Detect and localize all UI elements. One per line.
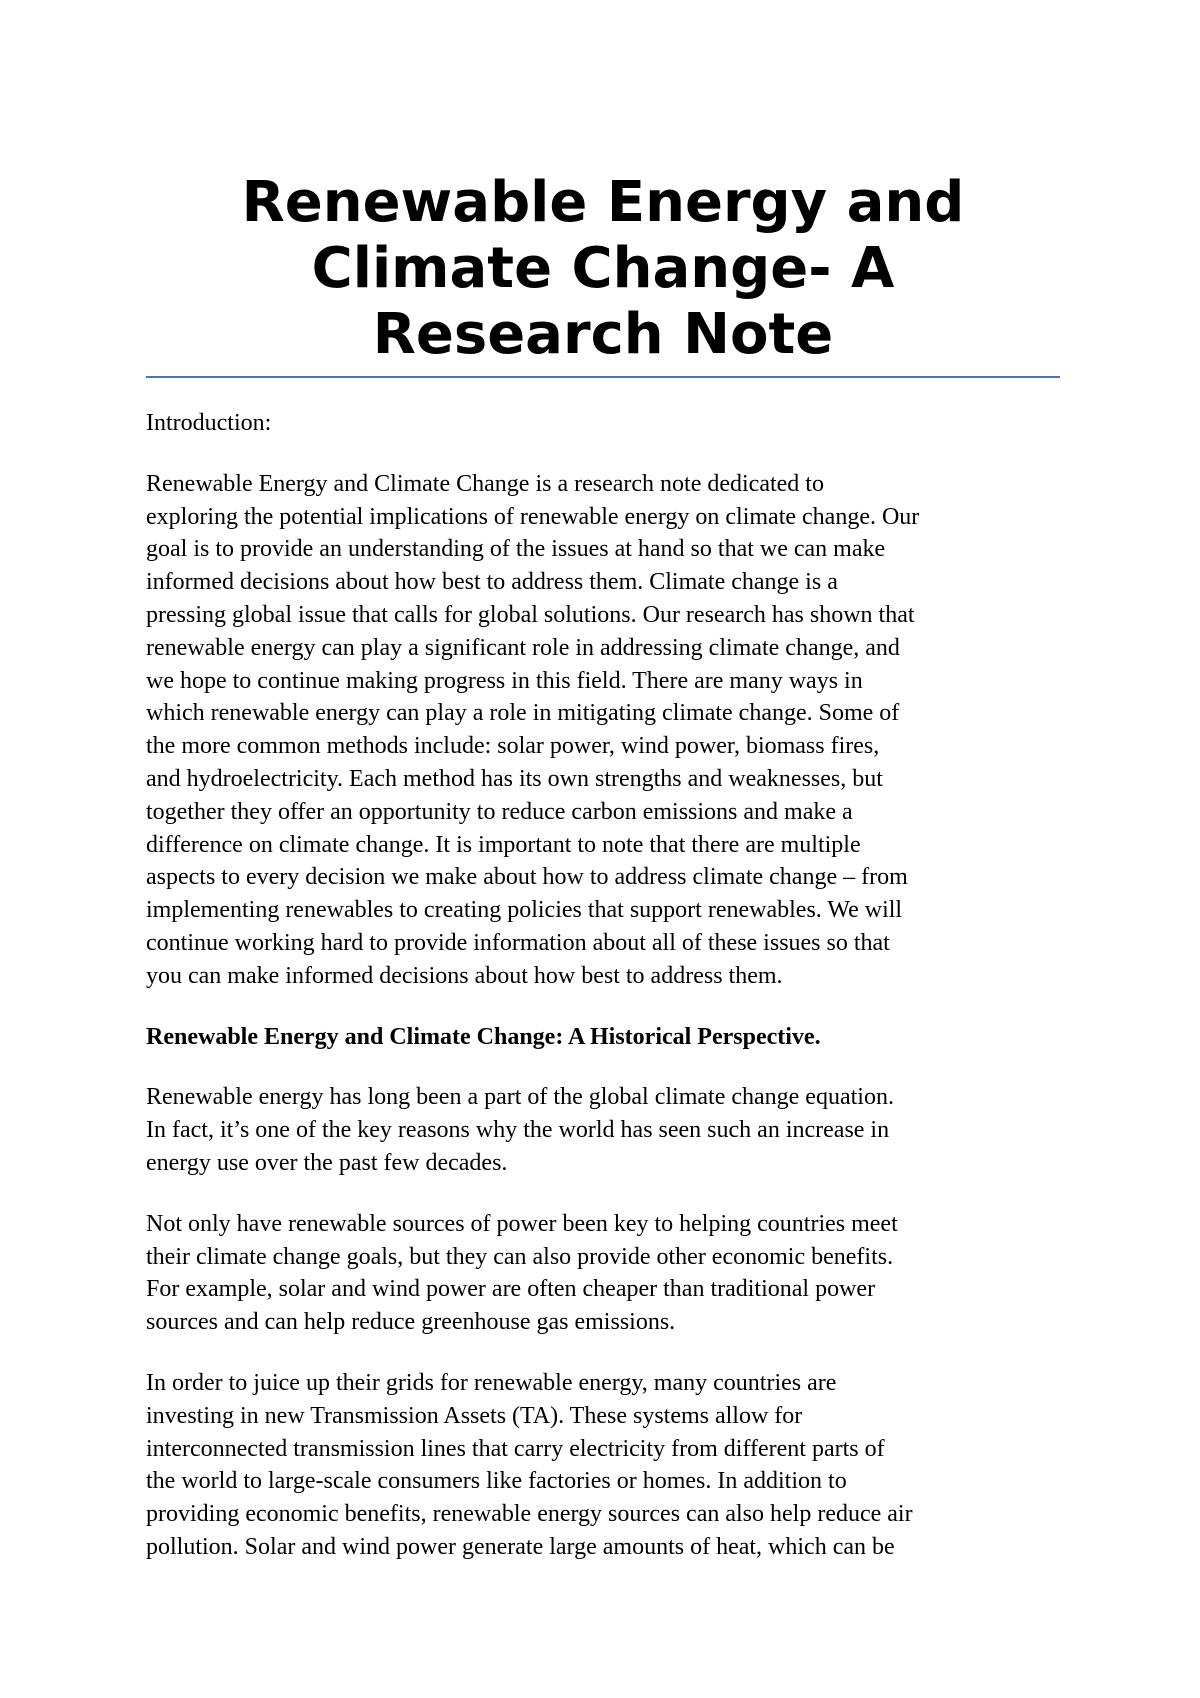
title-underline-rule [146,376,1060,378]
body-paragraph-2: Not only have renewable sources of power been key to helping countries meet their climate change goals, but they can also provide other economic benefits. For example, solar and wind power are often cheaper than traditional power sources and can help reduce greenhouse gas emissions. [146,1210,898,1336]
section-heading: Renewable Energy and Climate Change: A Historical Perspective. [146,1023,821,1050]
introduction-label: Introduction: [146,410,272,436]
body-paragraph-3: In order to juice up their grids for renewable energy, many countries are investing in new Transmission Assets (TA). These systems allow for interconnected transmission lines that carry electricity from different parts of the world to large-scale consumers like factories or homes. In addition to providing economic benefits, renewable energy sources can also help reduce air pollution. Solar and wind power generate large amounts of heat, which can be [146,1369,913,1560]
body-paragraph-1: Renewable energy has long been a part of the global climate change equation. In fact, it’s one of the key reasons why the world has seen such an increase in energy use over the past few decades. [146,1084,894,1176]
document-title: Renewable Energy and Climate Change- A Research Note [241,170,965,367]
document-body [146,407,1086,1592]
introduction-paragraph: Renewable Energy and Climate Change is a research note dedicated to exploring the potential implications of renewable energy on climate change. Our goal is to provide an understanding of the issues at hand so that we can make informed decisions about how best to address them. Climate change is a pressing global issue that calls for global solutions. Our research has shown that renewable energy can play a significant role in addressing climate change, and we hope to continue making progress in this field. There are many ways in which renewable energy can play a role in mitigating climate change. Some of the more common methods include: solar power, wind power, biomass fires, and hydroelectricity. Each method has its own strengths and weaknesses, but together they offer an opportunity to reduce carbon emissions and make a difference on climate change. It is important to note that there are multiple aspects to every decision we make about how to address climate change – from implementing renewables to creating policies that support renewables. We will continue working hard to provide information about all of these issues so that you can make informed decisions about how best to address them. [146,470,920,989]
